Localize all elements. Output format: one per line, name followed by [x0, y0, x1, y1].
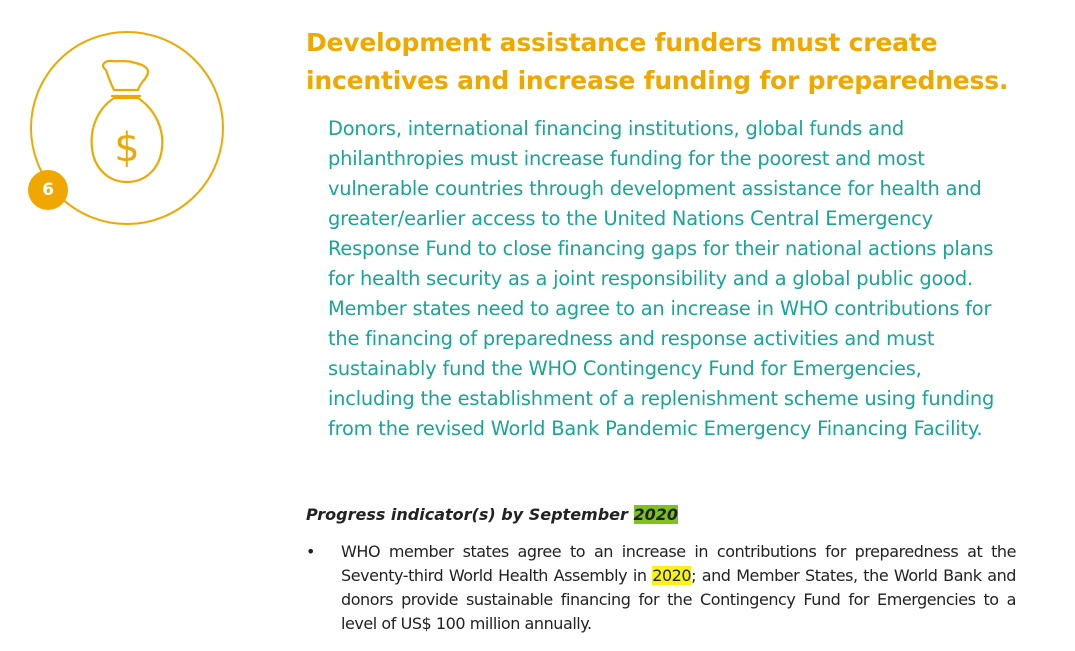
bullet-text-part2: ; and Member States, the World Bank and donors provide sustainable financing for the Contingency Fund for Emergencies to a level of US$ 100 million annually. [341, 566, 1016, 633]
svg-text:$: $ [114, 125, 140, 171]
section-body: Donors, international financing institutions, global funds and philanthropies must increase funding for the poorest and most vulnerable countries through development assistance for health and greater/earlier access to the United Nations Central Emergency Response Fund to close financing gaps for their national actions plans for health security as a joint responsibility and a global public good. Member states need to agree to an increase in WHO contributions for the financing of preparedness and response activities and must sustainably fund the WHO Contingency Fund for Emergencies, including the establishment of a replenishment scheme using funding from the revised World Bank Pandemic Emergency Financing Facility. [328, 117, 995, 440]
progress-indicator-list [306, 540, 1016, 636]
section-number-badge: 6 [28, 170, 68, 210]
progress-heading-prefix: Progress indicator(s) by September [306, 505, 634, 524]
section-title: Development assistance funders must create incentives and increase funding for preparedness. [306, 28, 1009, 95]
section-emblem [28, 30, 228, 228]
bullet-year-highlight: 2020 [652, 566, 692, 585]
bullet-text-part1: WHO member states agree to an increase in contributions for preparedness at the Seventy-third World Health Assembly in [341, 542, 1016, 585]
progress-heading-year: 2020 [633, 505, 679, 524]
progress-indicator-heading [306, 504, 678, 526]
bullet-marker: • [306, 542, 315, 561]
list-item [306, 540, 1016, 636]
